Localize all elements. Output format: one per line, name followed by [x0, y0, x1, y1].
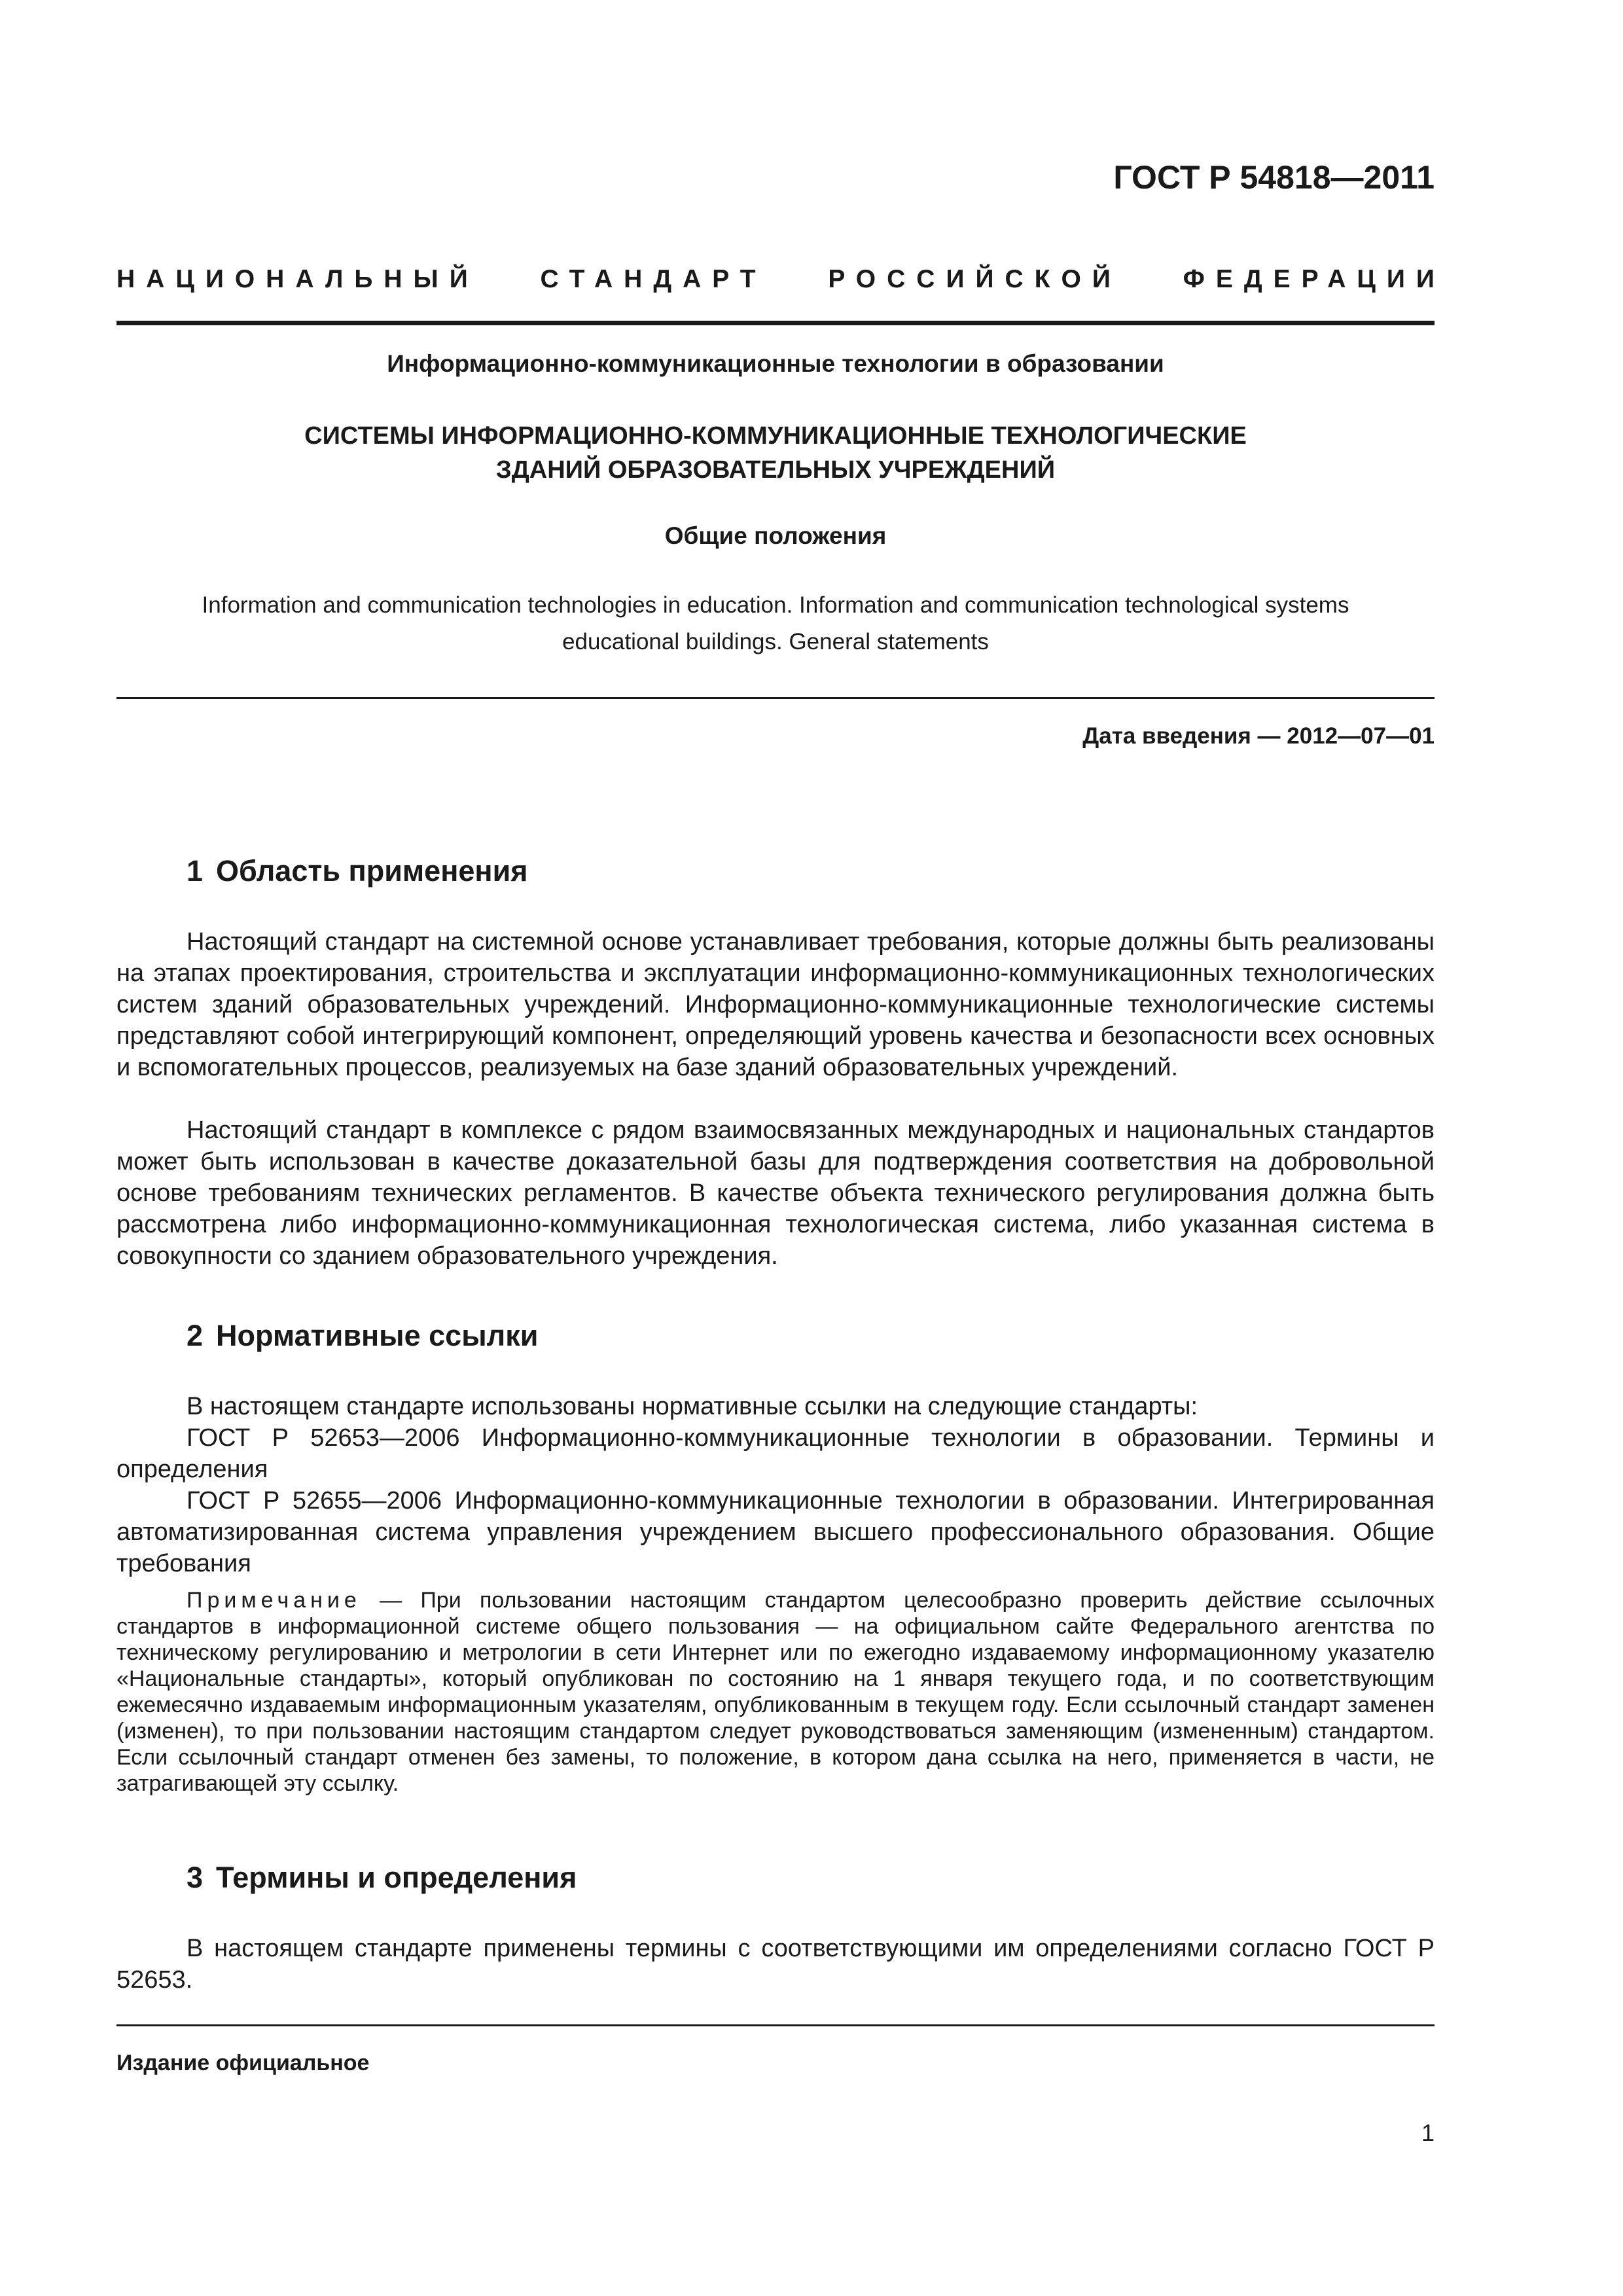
normative-reference: ГОСТ Р 52653—2006 Информационно-коммуникационные технологии в образовании. Термины и определения: [116, 1424, 1435, 1483]
section-2-heading: [187, 1319, 538, 1353]
normative-reference: ГОСТ Р 52655—2006 Информационно-коммуникационные технологии в образовании. Интегрированная автоматизированная система управления учреждением высшего профессионального образования. Общие требования: [116, 1487, 1435, 1577]
note-text: — При пользовании настоящим стандартом целесообразно проверить действие ссылочных стандартов в информационной системе общего пользования — на официальном сайте Федерального агентства по техническому регулированию и метрологии в сети Интернет или по ежегодно издаваемому информационному указателю «Национальные стандарты», который опубликован по состоянию на 1 января текущего года, и по соответствующим ежемесячно издаваемым информационным указателям, опубликованным в текущем году. Если ссылочный стандарт заменен (изменен), то при пользовании настоящим стандартом следует руководствоваться заменяющим (измененным) стандартом. Если ссылочный стандарт отменен без замены, то положение, в котором дана ссылка на него, применяется в части, не затрагивающей эту ссылку.: [116, 1588, 1435, 1796]
banner-word: НАЦИОНАЛЬНЫЙ: [116, 265, 479, 293]
section-2-paragraph: В настоящем стандарте использованы нормативные ссылки на следующие стандарты:: [187, 1393, 1198, 1420]
document-title: [116, 419, 1435, 487]
series-title: Информационно-коммуникационные технологии в образовании: [387, 350, 1164, 377]
title-line: СИСТЕМЫ ИНФОРМАЦИОННО-КОММУНИКАЦИОННЫЕ ТЕХНОЛОГИЧЕСКИЕ: [304, 422, 1247, 450]
banner-word: СТАНДАРТ: [540, 265, 767, 293]
note-label: Примечание: [187, 1588, 361, 1613]
section-1-paragraph: Настоящий стандарт в комплексе с рядом взаимосвязанных международных и национальных стандартов может быть использован в качестве доказательной базы для подтверждения соответствия на добровольной основе требованиям технических регламентов. В качестве объекта технического регулирования должна быть рассмотрена либо информационно-коммуникационная технологическая система, либо указанная система в совокупности со зданием образовательного учреждения.: [116, 1117, 1435, 1270]
footer-divider: [116, 2024, 1435, 2026]
section-number: 3: [187, 1861, 204, 1894]
banner-word: ФЕДЕРАЦИИ: [1183, 265, 1446, 293]
section-title: Нормативные ссылки: [216, 1319, 539, 1352]
section-2-note: [116, 1587, 1435, 1797]
banner-word: РОССИЙСКОЙ: [828, 265, 1122, 293]
section-number: 1: [187, 854, 204, 888]
english-title-line: educational buildings. General statements: [562, 629, 989, 655]
section-3-heading: [187, 1861, 577, 1895]
document-number: ГОСТ Р 54818—2011: [1113, 159, 1435, 196]
title-divider: [116, 697, 1435, 699]
edition-label: Издание официальное: [116, 2051, 370, 2075]
english-title: [116, 587, 1435, 660]
title-line: ЗДАНИЙ ОБРАЗОВАТЕЛЬНЫХ УЧРЕЖДЕНИЙ: [495, 456, 1056, 484]
section-3-paragraph: В настоящем стандарте применены термины с соответствующими им определениями согласно ГОСТ Р 52653.: [116, 1935, 1435, 1994]
header-divider: [116, 321, 1435, 325]
english-title-line: Information and communication technologies in education. Information and communication technological systems: [202, 592, 1349, 618]
section-1-heading: [187, 854, 528, 888]
introduction-date: Дата введения — 2012—07—01: [1082, 723, 1435, 749]
page-number: 1: [1421, 2119, 1435, 2146]
section-title: Термины и определения: [216, 1861, 577, 1894]
national-standard-banner: [116, 265, 1446, 294]
document-subtitle: Общие положения: [664, 522, 887, 549]
section-title: Область применения: [216, 854, 528, 888]
section-number: 2: [187, 1319, 204, 1352]
section-1-paragraph: Настоящий стандарт на системной основе устанавливает требования, которые должны быть реализованы на этапах проектирования, строительства и эксплуатации информационно-коммуникационных технологических систем зданий образовательных учреждений. Информационно-коммуникационные технологические системы представляют собой интегрирующий компонент, определяющий уровень качества и безопасности всех основных и вспомогательных процессов, реализуемых на базе зданий образовательных учреждений.: [116, 928, 1435, 1081]
